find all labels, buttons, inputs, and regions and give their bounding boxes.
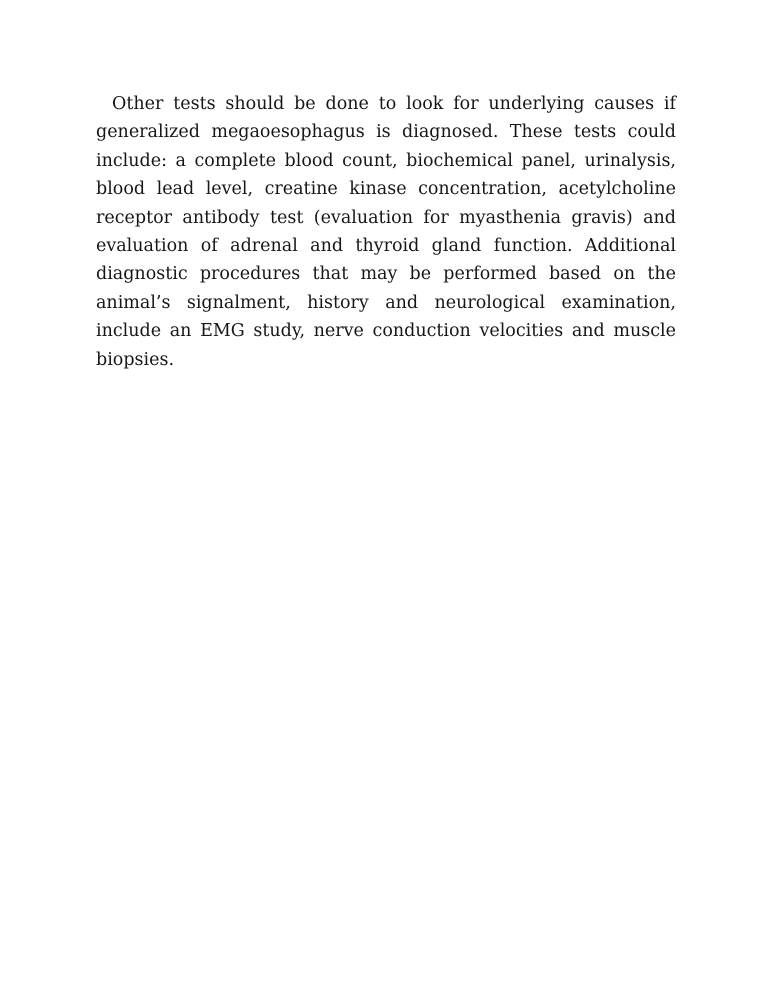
body-paragraph: Other tests should be done to look for underlying causes if generalized megaoesophagus is diagnosed. These tests could include: a complete blood count, biochemical panel, urinalysis, blood lead level, creatine kinase concentration, acetylcholine receptor antibody test (evaluation for myasthenia gravis) and evaluation of adrenal and thyroid gland function. Additional diagnostic procedures that may be performed based on the animal’s signalment, history and neurological examination, include an EMG study, nerve conduction velocities and muscle biopsies.: [96, 94, 676, 370]
